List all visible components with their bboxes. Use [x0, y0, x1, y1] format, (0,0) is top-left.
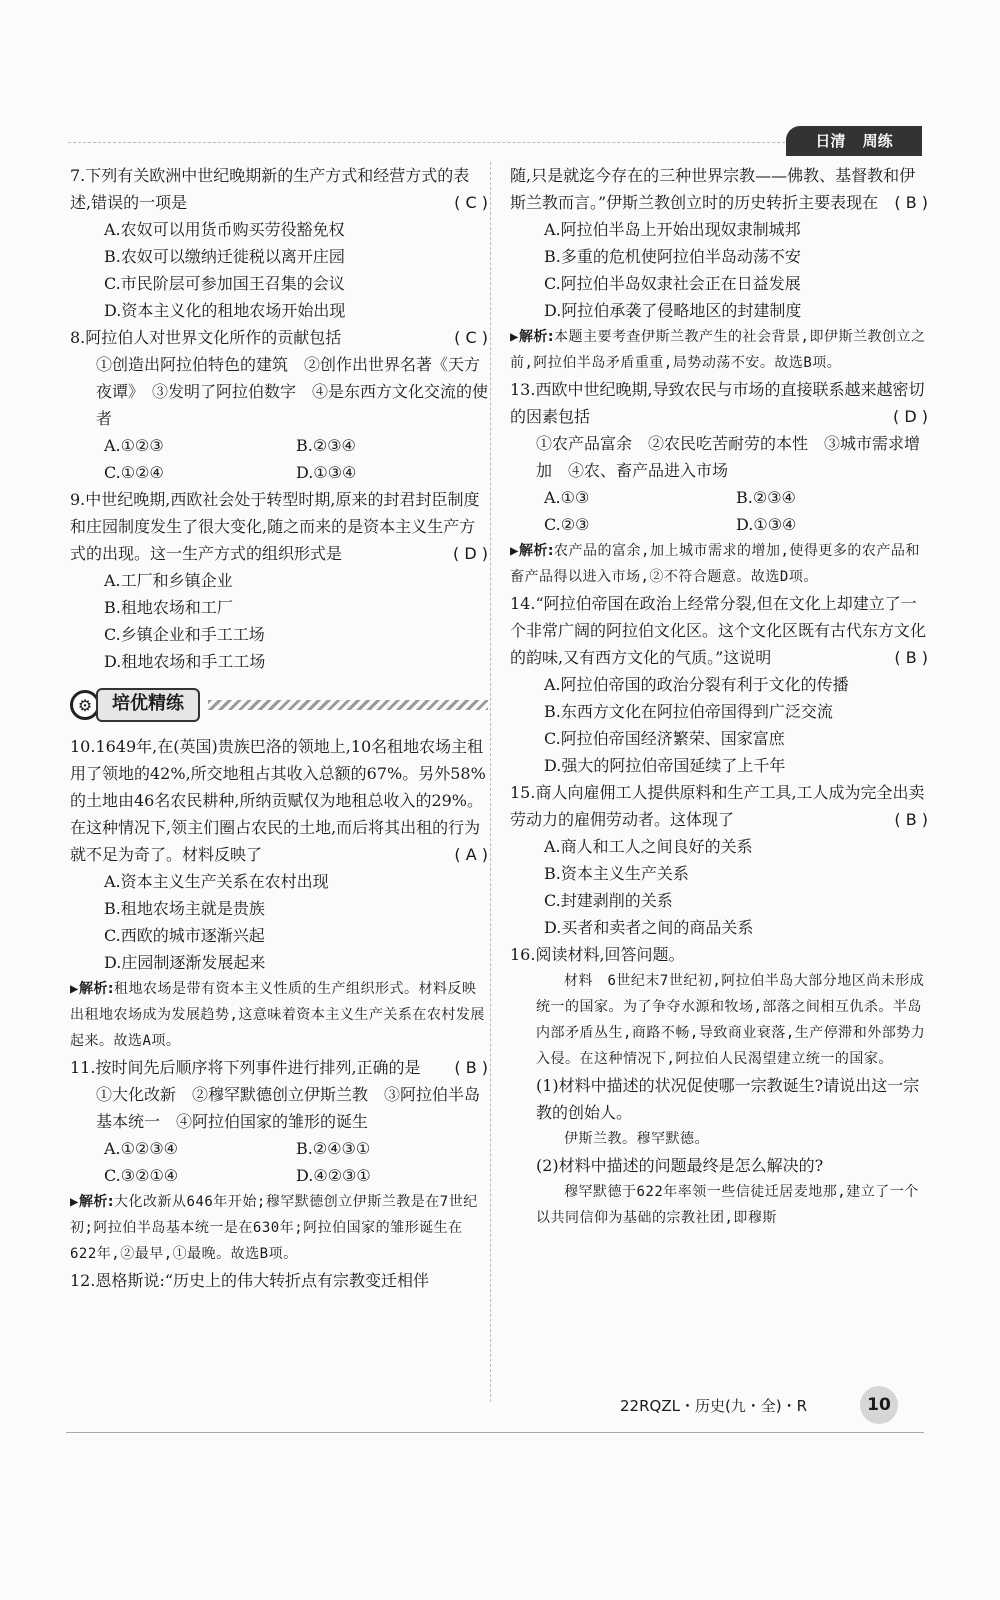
q12-explanation: ▶解析:本题主要考查伊斯兰教产生的社会背景,即伊斯兰教创立之前,阿拉伯半岛矛盾重重,局势动荡不安。故选B项。 [510, 329, 926, 371]
q11-options-row-2 [70, 1162, 488, 1189]
gear-icon: ⚙ [70, 690, 100, 720]
footer-rule [66, 1432, 924, 1433]
q9-option-b: B.租地农场和工厂 [104, 598, 233, 617]
question-13 [510, 376, 928, 590]
q7-option-d: D.资本主义化的租地农场开始出现 [104, 301, 346, 320]
q16-answer-1: 伊斯兰教。穆罕默德。 [564, 1131, 709, 1147]
q13-option-d: D.①③④ [736, 515, 797, 534]
q7-answer: ( C ) [454, 193, 488, 212]
q13-option-a: A.①③ [544, 488, 590, 507]
q8-stem: 8.阿拉伯人对世界文化所作的贡献包括 ( C ) [70, 324, 488, 351]
q10-option-d: D.庄园制逐渐发展起来 [104, 953, 266, 972]
q10-answer: ( A ) [454, 845, 488, 864]
q10-stem: 10.1649年,在(英国)贵族巴洛的领地上,10名租地农场主租用了领地的42%,所交地租占其收入总额的67%。另外58%的土地由46名农民耕种,所纳贡赋仅为地租总收入的29%。在这种情况下,领主们圈占农民的土地,而后将其出租的行为就不足为奇了。材料反映了 ( A ) [70, 733, 488, 868]
section-stripe [208, 700, 488, 710]
q12-option-a: A.阿拉伯半岛上开始出现奴隶制城邦 [544, 220, 801, 239]
q15-option-a: A.商人和工人之间良好的关系 [544, 837, 753, 856]
q13-options-row-1 [510, 484, 928, 511]
q16-subquestion-2: (2)材料中描述的问题最终是怎么解决的? [536, 1156, 824, 1175]
section-header [70, 687, 488, 723]
header-tag [786, 126, 922, 156]
q16-subquestion-1: (1)材料中描述的状况促使哪一宗教诞生?请说出这一宗教的创始人。 [536, 1076, 920, 1122]
q15-option-c: C.封建剥削的关系 [544, 891, 673, 910]
q12-option-c: C.阿拉伯半岛奴隶社会正在日益发展 [544, 274, 801, 293]
q8-items: ①创造出阿拉伯特色的建筑 ②创作出世界名著《天方夜谭》 ③发明了阿拉伯数字 ④是东西方文化交流的使者 [96, 355, 489, 428]
q11-option-b: B.②④③① [296, 1139, 371, 1158]
question-14 [510, 590, 928, 779]
q13-items: ①农产品富余 ②农民吃苦耐劳的本性 ③城市需求增加 ④农、畜产品进入市场 [536, 434, 921, 480]
q14-answer: ( B ) [894, 648, 928, 667]
header-tag-2: 周练 [862, 132, 893, 150]
question-12 [510, 162, 928, 376]
q10-option-c: C.西欧的城市逐渐兴起 [104, 926, 265, 945]
footer-code: 22RQZL・历史(九・全)・R [620, 1397, 808, 1415]
q14-option-c: C.阿拉伯帝国经济繁荣、国家富庶 [544, 729, 785, 748]
q11-options-row-1 [70, 1135, 488, 1162]
question-8 [70, 324, 488, 486]
q13-answer: ( D ) [893, 407, 928, 426]
q9-stem: 9.中世纪晚期,西欧社会处于转型时期,原来的封君封臣制度和庄园制度发生了很大变化,随之而来的是资本主义生产方式的出现。这一生产方式的组织形式是 ( D ) [70, 486, 488, 567]
q11-option-d: D.④②③① [296, 1166, 371, 1185]
q12-option-b: B.多重的危机使阿拉伯半岛动荡不安 [544, 247, 801, 266]
left-column [70, 162, 488, 1294]
question-10 [70, 733, 488, 1054]
q12-stem-start: 12.恩格斯说:“历史上的伟大转折点有宗教变迁相伴 [70, 1271, 430, 1290]
question-12-start [70, 1267, 488, 1294]
q11-option-c: C.③②①④ [104, 1166, 179, 1185]
question-11 [70, 1054, 488, 1267]
q16-material: 材料 6世纪末7世纪初,阿拉伯半岛大部分地区尚未形成统一的国家。为了争夺水源和牧场,部落之间相互仇杀。半岛内部矛盾丛生,商路不畅,导致商业衰落,生产停滞和外部势力入侵。在这种情况下,阿拉伯人民渴望建立统一的国家。 [536, 973, 926, 1067]
q8-option-a: A.①②③ [104, 436, 164, 455]
q8-option-c: C.①②④ [104, 463, 164, 482]
q8-options-row-2 [70, 459, 488, 486]
question-15 [510, 779, 928, 941]
section-title: 培优精练 [96, 688, 200, 722]
q9-answer: ( D ) [453, 544, 488, 563]
q16-answer-2: 穆罕默德于622年率领一些信徒迁居麦地那,建立了一个以共同信仰为基础的宗教社团,即穆斯 [536, 1184, 919, 1226]
q10-option-a: A.资本主义生产关系在农村出现 [104, 872, 329, 891]
q11-option-a: A.①②③④ [104, 1139, 179, 1158]
q13-options-row-2 [510, 511, 928, 538]
column-divider [490, 162, 491, 1402]
q12-option-d: D.阿拉伯承袭了侵略地区的封建制度 [544, 301, 802, 320]
q15-option-d: D.买者和卖者之间的商品关系 [544, 918, 754, 937]
q14-option-d: D.强大的阿拉伯帝国延续了上千年 [544, 756, 786, 775]
q11-items: ①大化改新 ②穆罕默德创立伊斯兰教 ③阿拉伯半岛基本统一 ④阿拉伯国家的雏形的诞生 [96, 1085, 481, 1131]
q7-stem: 7.下列有关欧洲中世纪晚期新的生产方式和经营方式的表述,错误的一项是 ( C ) [70, 162, 488, 216]
q16-stem: 16.阅读材料,回答问题。 [510, 945, 685, 964]
q14-option-b: B.东西方文化在阿拉伯帝国得到广泛交流 [544, 702, 833, 721]
question-7 [70, 162, 488, 324]
q8-option-b: B.②③④ [296, 436, 356, 455]
q12-answer: ( B ) [894, 193, 928, 212]
q8-answer: ( C ) [454, 328, 488, 347]
q10-explanation: ▶解析:租地农场是带有资本主义性质的生产组织形式。材料反映出租地农场成为发展趋势,这意味着资本主义生产关系在农村发展起来。故选A项。 [70, 981, 485, 1049]
header-rule [68, 142, 880, 143]
right-column [510, 162, 928, 1231]
q11-answer: ( B ) [454, 1058, 488, 1077]
q7-option-a: A.农奴可以用货币购买劳役豁免权 [104, 220, 345, 239]
q12-stem-cont: 随,只是就迄今存在的三种世界宗教——佛教、基督教和伊斯兰教而言。”伊斯兰教创立时的历史转折主要表现在 ( B ) [510, 162, 928, 216]
q9-option-a: A.工厂和乡镇企业 [104, 571, 233, 590]
q8-option-d: D.①③④ [296, 463, 357, 482]
q7-option-b: B.农奴可以缴纳迁徙税以离开庄园 [104, 247, 345, 266]
q10-option-b: B.租地农场主就是贵族 [104, 899, 265, 918]
q7-option-c: C.市民阶层可参加国王召集的会议 [104, 274, 345, 293]
header-tag-1: 日清 [815, 132, 846, 150]
q13-stem: 13.西欧中世纪晚期,导致农民与市场的直接联系越来越密切的因素包括 ( D ) [510, 376, 928, 430]
q13-option-c: C.②③ [544, 515, 590, 534]
q11-explanation: ▶解析:大化改新从646年开始;穆罕默德创立伊斯兰教是在7世纪初;阿拉伯半岛基本统一是在630年;阿拉伯国家的雏形诞生在622年,②最早,①最晚。故选B项。 [70, 1194, 478, 1262]
page-number: 10 [860, 1386, 898, 1424]
question-16 [510, 941, 928, 1231]
q9-option-d: D.租地农场和手工工场 [104, 652, 266, 671]
q15-answer: ( B ) [894, 810, 928, 829]
q13-option-b: B.②③④ [736, 488, 796, 507]
q9-option-c: C.乡镇企业和手工工场 [104, 625, 265, 644]
q14-stem: 14.“阿拉伯帝国在政治上经常分裂,但在文化上却建立了一个非常广阔的阿拉伯文化区。这个文化区既有古代东方文化的韵味,又有西方文化的气质。”这说明 ( B ) [510, 590, 928, 671]
q13-explanation: ▶解析:农产品的富余,加上城市需求的增加,使得更多的农产品和畜产品得以进入市场,②不符合题意。故选D项。 [510, 543, 920, 585]
question-9 [70, 486, 488, 675]
q15-stem: 15.商人向雇佣工人提供原料和生产工具,工人成为完全出卖劳动力的雇佣劳动者。这体现了 ( B ) [510, 779, 928, 833]
q11-stem: 11.按时间先后顺序将下列事件进行排列,正确的是 ( B ) [70, 1054, 488, 1081]
q15-option-b: B.资本主义生产关系 [544, 864, 689, 883]
q14-option-a: A.阿拉伯帝国的政治分裂有利于文化的传播 [544, 675, 849, 694]
q8-options-row-1 [70, 432, 488, 459]
